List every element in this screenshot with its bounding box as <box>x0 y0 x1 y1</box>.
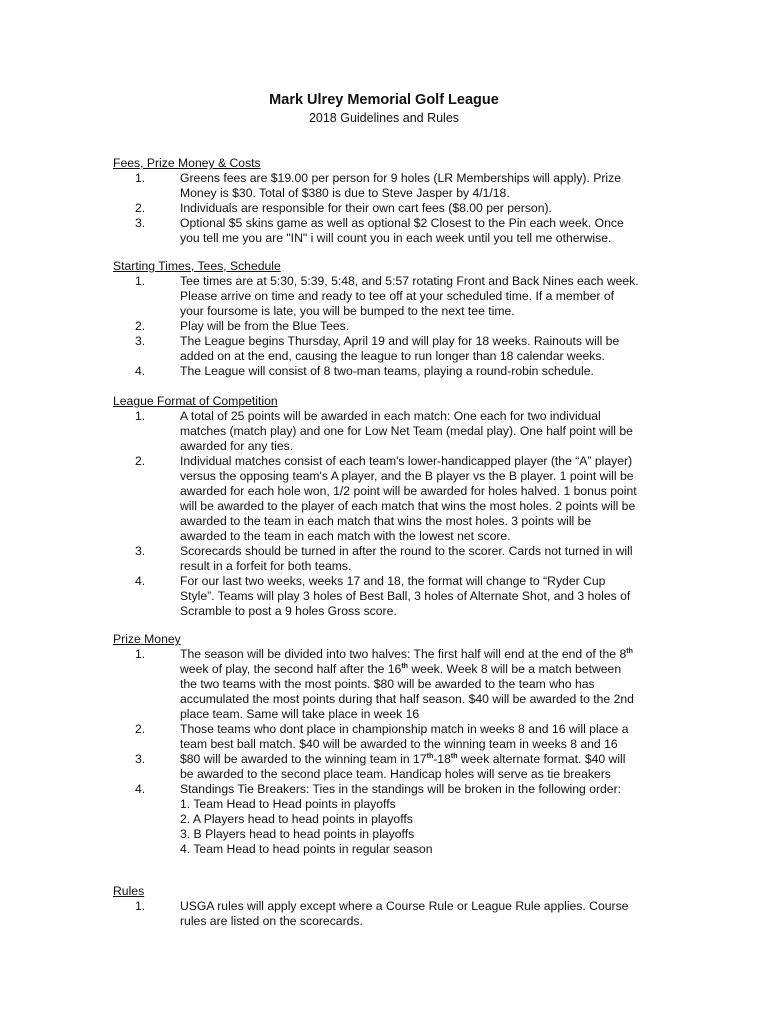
item-number: 2. <box>135 454 146 468</box>
item-text <box>180 722 673 752</box>
item-number: 1. <box>135 171 146 185</box>
text-line: Individual matches consist of each team's lower-handicapped player (the “A” player) <box>180 454 633 468</box>
item-text <box>180 334 673 364</box>
section-heading: Prize Money <box>113 632 181 646</box>
item-text <box>180 171 673 201</box>
item-text <box>180 454 673 544</box>
fees-section <box>113 156 673 246</box>
text-line: Individuals are responsible for their own cart fees ($8.00 per person). <box>180 201 552 215</box>
item-number: 3. <box>135 752 146 766</box>
text-line: 1. Team Head to Head points in playoffs <box>180 797 396 811</box>
item-text <box>180 409 673 454</box>
list-item <box>113 409 673 454</box>
text-line: you tell me you are "IN" i will count you in each week until you tell me otherwise. <box>180 231 612 245</box>
list-item <box>113 454 673 544</box>
text-line: week of play, the second half after the 16th week. Week 8 will be a match between <box>180 662 622 676</box>
schedule-section <box>113 259 673 379</box>
list-item <box>113 647 673 722</box>
item-number: 4. <box>135 574 146 588</box>
text-line: Please arrive on time and ready to tee off at your scheduled time. If a member of <box>180 289 615 303</box>
text-line: A total of 25 points will be awarded in each match: One each for two individual <box>180 409 601 423</box>
item-text <box>180 216 673 246</box>
item-text <box>180 274 673 319</box>
list-item <box>113 574 673 619</box>
text-line: Optional $5 skins game as well as optional $2 Closest to the Pin each week. Once <box>180 216 624 230</box>
item-number: 4. <box>135 364 146 378</box>
list-item <box>113 544 673 574</box>
item-number: 3. <box>135 216 146 230</box>
text-line: the two teams with the most points. $80 will be awarded to the team who has <box>180 677 595 691</box>
text-line: awarded to the team in each match that wins the most holes. 3 points will be <box>180 514 592 528</box>
text-line: The League begins Thursday, April 19 and will play for 18 weeks. Rainouts will be <box>180 334 620 348</box>
list-item <box>113 364 673 379</box>
item-number: 2. <box>135 722 146 736</box>
text-line: be awarded to the second place team. Handicap holes will serve as tie breakers <box>180 767 611 781</box>
text-line: Tee times are at 5:30, 5:39, 5:48, and 5:57 rotating Front and Back Nines each week. <box>180 274 639 288</box>
text-line: your foursome is late, you will be bumped to the next tee time. <box>180 304 515 318</box>
page-subtitle: 2018 Guidelines and Rules <box>308 111 460 125</box>
item-text <box>180 574 673 619</box>
text-line: Style”. Teams will play 3 holes of Best Ball, 3 holes of Alternate Shot, and 3 holes of <box>180 589 631 603</box>
item-number: 2. <box>135 201 146 215</box>
text-line: 4. Team Head to head points in regular season <box>180 842 433 856</box>
text-line: Scramble to post a 9 holes Gross score. <box>180 604 397 618</box>
item-text <box>180 782 673 857</box>
list-item <box>113 752 673 782</box>
item-text <box>180 752 673 782</box>
text-line: For our last two weeks, weeks 17 and 18, the format will change to “Ryder Cup <box>180 574 606 588</box>
item-number: 1. <box>135 274 146 288</box>
text-line: Those teams who dont place in championship match in weeks 8 and 16 will place a <box>180 722 629 736</box>
text-line: USGA rules will apply except where a Course Rule or League Rule applies. Course <box>180 899 629 913</box>
item-number: 1. <box>135 899 146 913</box>
text-line: $80 will be awarded to the winning team in 17th-18th week alternate format. $40 will <box>180 752 626 766</box>
text-line: 2. A Players head to head points in playoffs <box>180 812 413 826</box>
page-title: Mark Ulrey Memorial Golf League <box>269 92 499 108</box>
list-item <box>113 201 673 216</box>
item-number: 2. <box>135 319 146 333</box>
text-line: Greens fees are $19.00 per person for 9 holes (LR Memberships will apply). Prize <box>180 171 621 185</box>
section-heading: Starting Times, Tees, Schedule <box>113 259 281 273</box>
item-text <box>180 364 673 379</box>
text-line: rules are listed on the scorecards. <box>180 914 363 928</box>
prize-money-section <box>113 632 673 857</box>
item-text <box>180 544 673 574</box>
item-number: 4. <box>135 782 146 796</box>
format-section <box>113 394 673 619</box>
list-item <box>113 319 673 334</box>
text-line: matches (match play) and one for Low Net Team (medal play). One half point will be <box>180 424 633 438</box>
list-item <box>113 334 673 364</box>
item-number: 1. <box>135 409 146 423</box>
list-item <box>113 782 673 857</box>
text-line: place team. Same will take place in week 16 <box>180 707 420 721</box>
text-line: awarded for any ties. <box>180 439 294 453</box>
rules-section <box>113 884 673 929</box>
item-number: 3. <box>135 544 146 558</box>
list-item <box>113 274 673 319</box>
item-text <box>180 647 673 722</box>
text-line: The League will consist of 8 two-man teams, playing a round-robin schedule. <box>180 364 594 378</box>
text-line: will be awarded to the player of each match that wins the most holes. 2 points will be <box>180 499 636 513</box>
section-heading: Fees, Prize Money & Costs <box>113 156 261 170</box>
section-heading: League Format of Competition <box>113 394 278 408</box>
text-line: team best ball match. $40 will be awarded to the winning team in weeks 8 and 16 <box>180 737 618 751</box>
item-text <box>180 201 673 216</box>
text-line: accumulated the most points during that half season. $40 will be awarded to the 2nd <box>180 692 634 706</box>
text-line: result in a forfeit for both teams. <box>180 559 352 573</box>
text-line: awarded to the team in each match with the lowest net score. <box>180 529 511 543</box>
item-text <box>180 899 673 929</box>
item-number: 3. <box>135 334 146 348</box>
text-line: added on at the end, causing the league to run longer than 18 calendar weeks. <box>180 349 605 363</box>
section-heading: Rules <box>113 884 145 898</box>
text-line: Standings Tie Breakers: Ties in the standings will be broken in the following order: <box>180 782 622 796</box>
text-line: Play will be from the Blue Tees. <box>180 319 350 333</box>
list-item <box>113 216 673 246</box>
list-item <box>113 899 673 929</box>
text-line: 3. B Players head to head points in playoffs <box>180 827 415 841</box>
item-number: 1. <box>135 647 146 661</box>
list-item <box>113 171 673 201</box>
text-line: Money is $30. Total of $380 is due to Steve Jasper by 4/1/18. <box>180 186 510 200</box>
list-item <box>113 722 673 752</box>
text-line: The season will be divided into two halves: The first half will end at the end of the 8th <box>180 647 633 661</box>
text-line: Scorecards should be turned in after the round to the scorer. Cards not turned in will <box>180 544 633 558</box>
item-text <box>180 319 673 334</box>
text-line: awarded for each hole won, 1/2 point will be awarded for holes halved. 1 bonus point <box>180 484 637 498</box>
text-line: versus the opposing team's A player, and the B player vs the B player. 1 point will be <box>180 469 634 483</box>
